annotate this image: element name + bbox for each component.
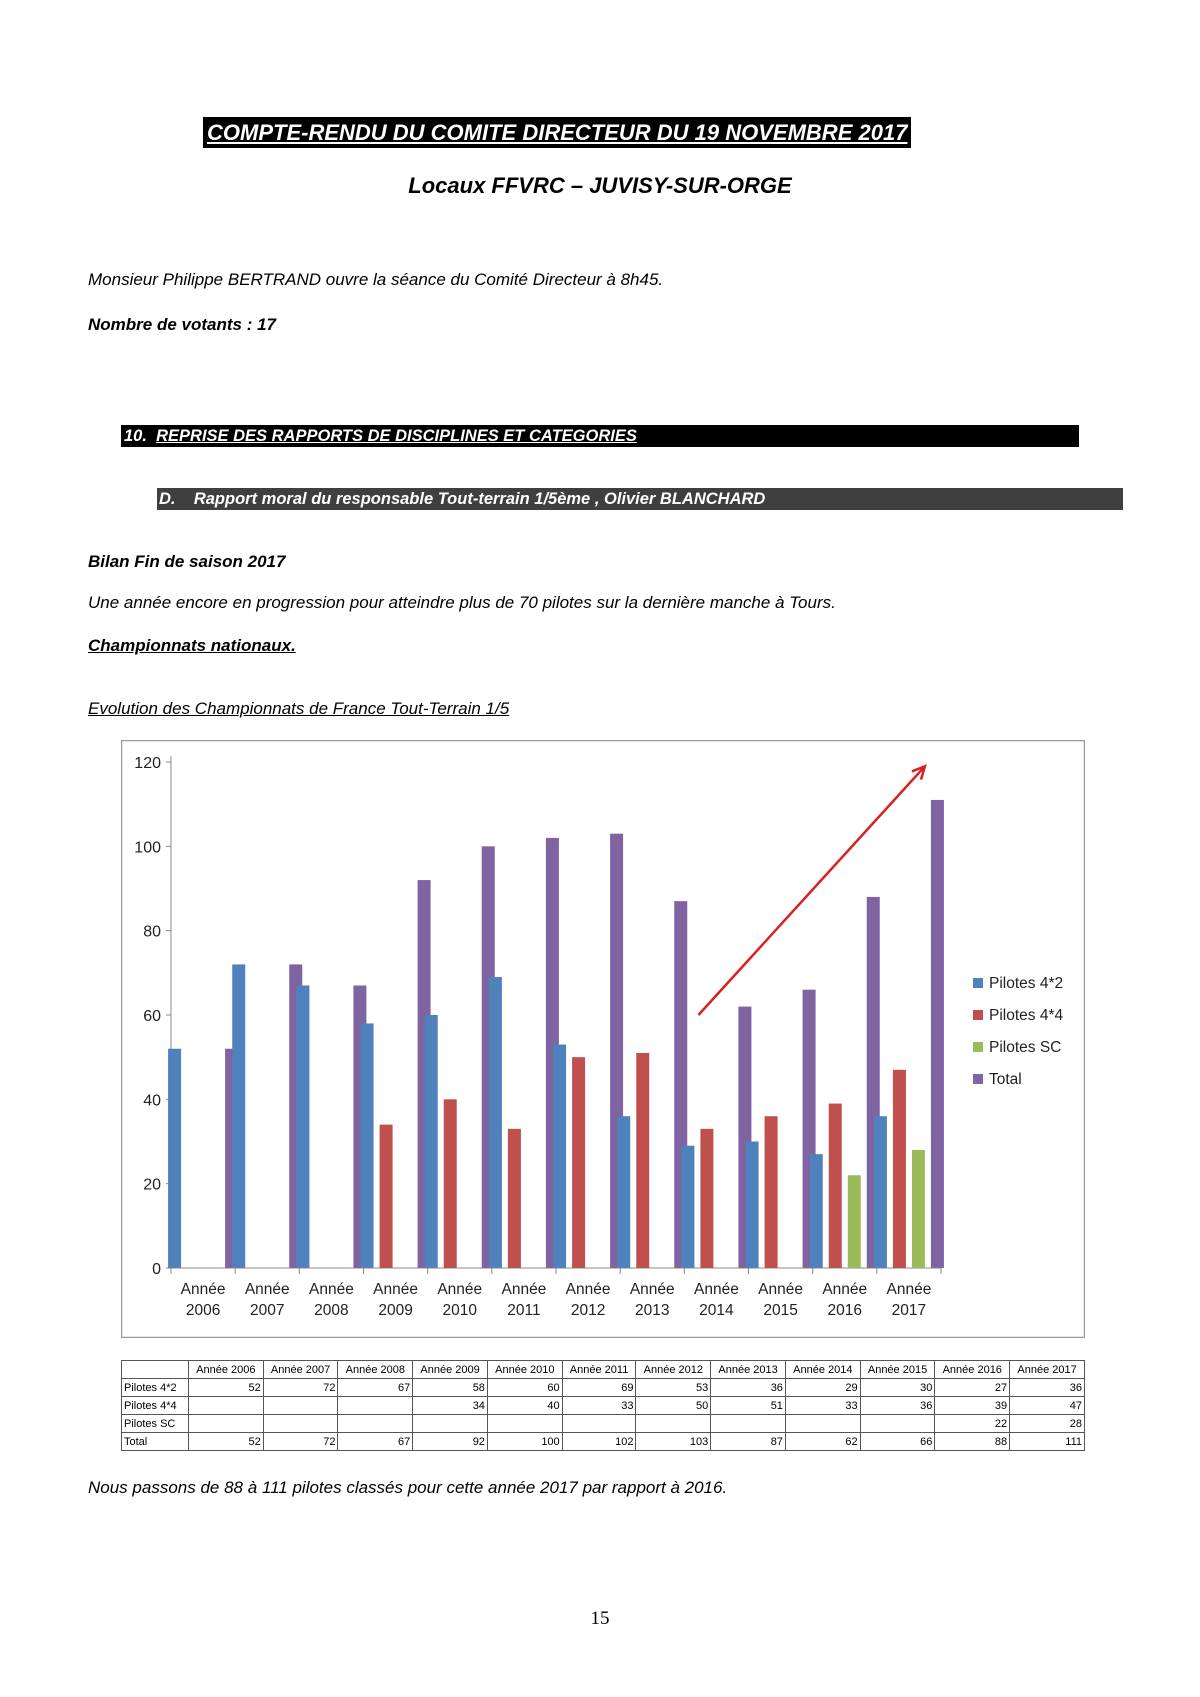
legend-swatch (973, 1010, 983, 1020)
table-cell (189, 1397, 264, 1415)
table-cell: 66 (860, 1433, 935, 1451)
table-cell: 22 (935, 1415, 1010, 1433)
x-category-label: 2009 (378, 1302, 413, 1319)
x-category-label: Année (758, 1281, 803, 1298)
conclusion-paragraph: Nous passons de 88 à 111 pilotes classés pour cette année 2017 par rapport à 2016. (88, 1478, 728, 1497)
table-cell: 67 (338, 1433, 413, 1451)
table-cell: 60 (487, 1379, 562, 1397)
table-header-cell: Année 2013 (711, 1361, 786, 1379)
x-category-label: 2008 (314, 1302, 349, 1319)
table-cell (860, 1415, 935, 1433)
x-category-label: Année (694, 1281, 739, 1298)
table-cell: 58 (413, 1379, 488, 1397)
bar-pilotes-4-2 (617, 1116, 630, 1268)
x-category-label: 2013 (635, 1302, 670, 1319)
table-row (122, 1379, 1085, 1397)
legend-label: Pilotes 4*4 (989, 1007, 1064, 1024)
table-cell (263, 1415, 338, 1433)
table-cell: 34 (413, 1397, 488, 1415)
table-cell: 92 (413, 1433, 488, 1451)
table-cell: 40 (487, 1397, 562, 1415)
table-row-label: Pilotes 4*4 (122, 1397, 189, 1415)
bar-pilotes-4-4 (636, 1053, 649, 1268)
table-cell (636, 1415, 711, 1433)
table-header-cell: Année 2014 (785, 1361, 860, 1379)
bar-pilotes-4-4 (380, 1125, 393, 1268)
progress-paragraph: Une année encore en progression pour atteindre plus de 70 pilotes sur la dernière manche à Tours. (88, 593, 836, 612)
table-cell: 72 (263, 1379, 338, 1397)
table-header-cell: Année 2006 (189, 1361, 264, 1379)
x-category-label: 2006 (185, 1302, 221, 1319)
table-cell: 52 (189, 1433, 264, 1451)
table-cell: 69 (562, 1379, 636, 1397)
table-row (122, 1415, 1085, 1433)
y-tick-label: 60 (143, 1008, 161, 1025)
table-row-label: Pilotes 4*2 (122, 1379, 189, 1397)
x-category-label: Année (629, 1281, 675, 1298)
table-cell: 88 (935, 1433, 1010, 1451)
table-cell: 67 (338, 1379, 413, 1397)
bar-pilotes-sc (848, 1175, 861, 1268)
subsection-heading: Rapport moral du responsable Tout-terrain 1/5ème , Olivier BLANCHARD (193, 490, 766, 508)
bar-pilotes-4-4 (444, 1099, 457, 1268)
x-category-label: 2016 (827, 1302, 862, 1319)
y-tick-label: 80 (143, 923, 161, 941)
x-category-label: Année (309, 1281, 354, 1298)
bar-pilotes-4-2 (746, 1142, 759, 1269)
table-cell: 62 (785, 1433, 860, 1451)
table-row-label: Pilotes SC (122, 1415, 189, 1433)
table-cell (413, 1415, 488, 1433)
legend-swatch (973, 1074, 983, 1084)
bar-pilotes-4-2 (361, 1023, 374, 1268)
x-category-label: Année (822, 1281, 868, 1298)
x-category-label: 2015 (763, 1302, 798, 1319)
section-number: 10. (124, 427, 147, 445)
x-category-label: Année (886, 1281, 932, 1298)
table-cell (785, 1415, 860, 1433)
bar-pilotes-4-4 (508, 1129, 521, 1268)
bar-pilotes-4-2 (810, 1154, 823, 1268)
table-header-cell: Année 2016 (935, 1361, 1010, 1379)
legend-label: Pilotes 4*2 (989, 975, 1064, 992)
table-cell (189, 1415, 264, 1433)
bar-pilotes-4-2 (489, 977, 502, 1268)
bilan-heading: Bilan Fin de saison 2017 (88, 552, 286, 571)
legend-swatch (973, 1042, 983, 1052)
x-category-label: 2007 (250, 1302, 285, 1319)
bar-pilotes-4-4 (572, 1057, 585, 1268)
bar-pilotes-4-4 (829, 1104, 842, 1268)
championships-heading: Championnats nationaux. (88, 636, 296, 655)
table-header-cell (122, 1361, 189, 1379)
bar-pilotes-4-2 (681, 1146, 694, 1268)
y-tick-label: 20 (143, 1176, 161, 1194)
voters-count: Nombre de votants : 17 (88, 315, 276, 334)
table-cell (338, 1397, 413, 1415)
x-category-label: Année (373, 1281, 418, 1298)
table-cell: 53 (636, 1379, 711, 1397)
table-cell: 102 (562, 1433, 636, 1451)
table-cell (338, 1415, 413, 1433)
table-cell: 103 (636, 1433, 711, 1451)
table-header-cell: Année 2011 (562, 1361, 636, 1379)
table-cell: 50 (636, 1397, 711, 1415)
legend-label: Total (989, 1071, 1022, 1088)
x-category-label: 2014 (699, 1302, 734, 1319)
table-cell: 27 (935, 1379, 1010, 1397)
table-cell: 51 (711, 1397, 786, 1415)
table-cell (711, 1415, 786, 1433)
table-header-cell: Année 2012 (636, 1361, 711, 1379)
bar-pilotes-4-2 (553, 1045, 566, 1268)
bar-pilotes-4-2 (232, 964, 245, 1268)
table-cell: 47 (1010, 1397, 1085, 1415)
bar-chart (121, 740, 1085, 1338)
table-header-cell: Année 2010 (487, 1361, 562, 1379)
bar-total (931, 800, 944, 1268)
bar-pilotes-4-2 (874, 1116, 887, 1268)
table-row (122, 1397, 1085, 1415)
document-subtitle: Locaux FFVRC – JUVISY-SUR-ORGE (408, 173, 792, 198)
x-category-label: 2010 (442, 1302, 477, 1319)
x-category-label: 2017 (891, 1302, 927, 1319)
x-category-label: Année (437, 1281, 483, 1298)
y-tick-label: 100 (134, 839, 161, 857)
table-cell (562, 1415, 636, 1433)
subsection-letter: D. (159, 490, 176, 508)
subsection-heading-bar (157, 488, 1123, 510)
data-table (121, 1360, 1085, 1451)
x-category-label: Année (180, 1281, 226, 1298)
table-cell: 52 (189, 1379, 264, 1397)
section-heading-bar (121, 425, 1079, 447)
table-header-cell: Année 2009 (413, 1361, 488, 1379)
x-category-label: 2011 (507, 1302, 541, 1319)
table-cell: 87 (711, 1433, 786, 1451)
table-header-row (122, 1361, 1085, 1379)
table-cell: 72 (263, 1433, 338, 1451)
table-cell: 100 (487, 1433, 562, 1451)
chart-caption: Evolution des Championnats de France Tout-Terrain 1/5 (88, 699, 510, 718)
x-category-label: Année (565, 1281, 611, 1298)
table-cell: 36 (711, 1379, 786, 1397)
y-tick-label: 120 (134, 755, 161, 772)
table-cell: 39 (935, 1397, 1010, 1415)
y-tick-label: 40 (143, 1092, 161, 1110)
x-category-label: 2012 (570, 1302, 606, 1319)
table-cell: 33 (785, 1397, 860, 1415)
bar-pilotes-4-4 (700, 1129, 713, 1268)
y-tick-label: 0 (152, 1261, 161, 1278)
table-cell: 33 (562, 1397, 636, 1415)
bar-pilotes-4-2 (425, 1015, 438, 1268)
table-header-cell: Année 2015 (860, 1361, 935, 1379)
legend-label: Pilotes SC (989, 1039, 1062, 1056)
table-cell: 28 (1010, 1415, 1085, 1433)
table-header-cell: Année 2008 (338, 1361, 413, 1379)
document-title: COMPTE-RENDU DU COMITE DIRECTEUR DU 19 NOVEMBRE 2017 (203, 117, 911, 148)
table-cell (487, 1415, 562, 1433)
table-cell (263, 1397, 338, 1415)
legend-swatch (973, 978, 983, 988)
table-cell: 36 (1010, 1379, 1085, 1397)
x-category-label: Année (501, 1281, 547, 1298)
table-cell: 111 (1010, 1433, 1085, 1451)
table-header-cell: Année 2007 (263, 1361, 338, 1379)
bar-pilotes-sc (912, 1150, 925, 1268)
table-cell: 30 (860, 1379, 935, 1397)
table-header-cell: Année 2017 (1010, 1361, 1085, 1379)
opening-paragraph: Monsieur Philippe BERTRAND ouvre la séance du Comité Directeur à 8h45. (88, 270, 664, 289)
table-row (122, 1433, 1085, 1451)
bar-pilotes-4-2 (168, 1049, 181, 1268)
bar-pilotes-4-4 (893, 1070, 906, 1268)
bar-pilotes-4-4 (765, 1116, 778, 1268)
table-cell: 36 (860, 1397, 935, 1415)
section-heading: REPRISE DES RAPPORTS DE DISCIPLINES ET CATEGORIES (156, 427, 637, 445)
table-cell: 29 (785, 1379, 860, 1397)
bar-pilotes-4-2 (296, 985, 309, 1268)
x-category-label: Année (244, 1281, 290, 1298)
table-row-label: Total (122, 1433, 189, 1451)
page-number: 15 (590, 1608, 610, 1629)
